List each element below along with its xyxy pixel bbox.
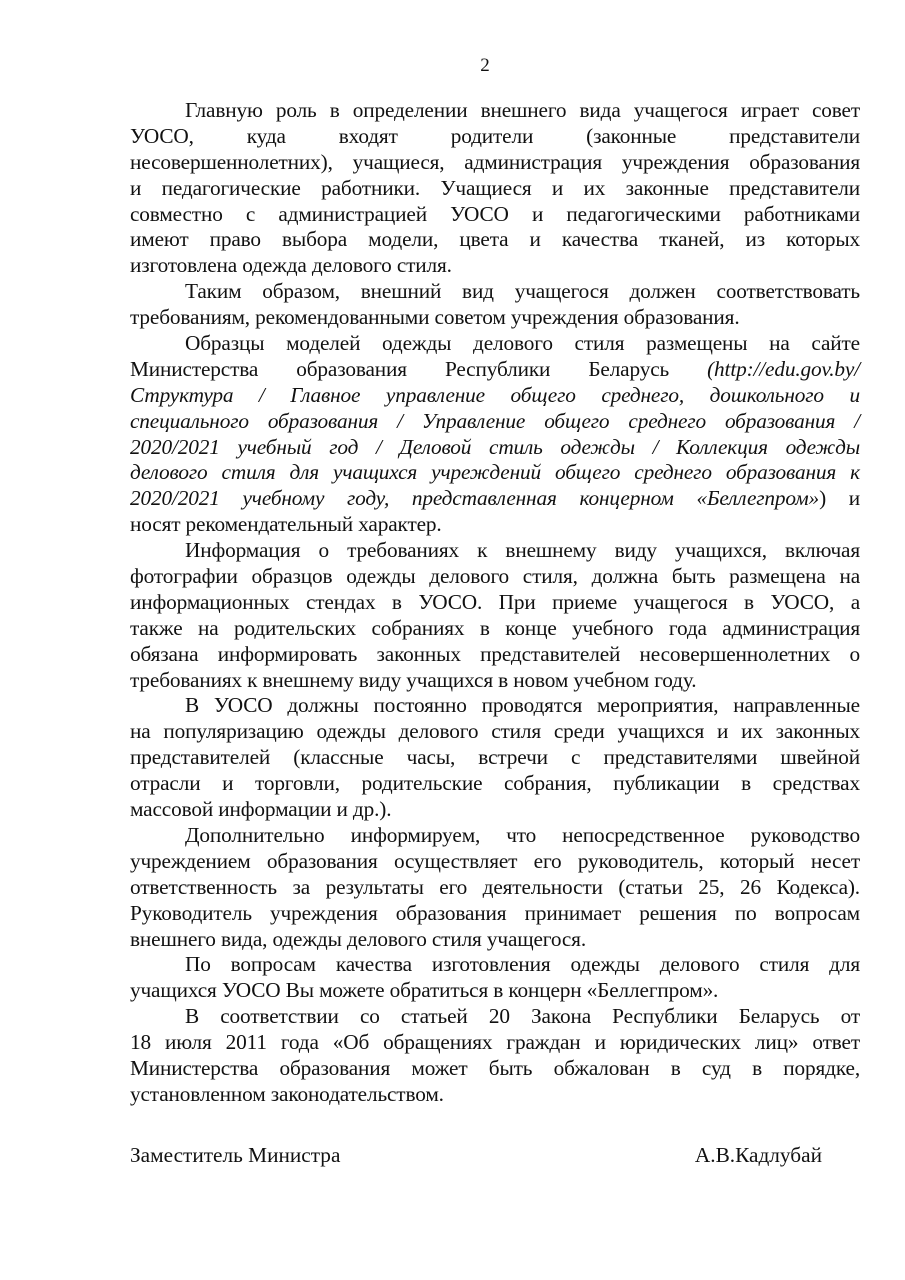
text-line: изготовлена одежда делового стиля.	[130, 253, 452, 278]
text-line: также на родительских собраниях в конце учебного года администрация	[130, 615, 860, 640]
paragraph-appeal	[130, 1004, 860, 1108]
paragraph-council	[130, 98, 860, 279]
text-line: Образцы моделей одежды делового стиля размещены на сайте	[185, 331, 860, 356]
letter-body	[130, 98, 860, 1108]
text-line: внешнего вида, одежды делового стиля учащегося.	[130, 926, 587, 951]
paragraph-samples	[130, 331, 860, 538]
signature-block	[130, 1143, 822, 1168]
website-path-line: делового стиля для учащихся учреждений общего среднего образования к	[130, 460, 860, 485]
text-line: учащихся УОСО Вы можете обратиться в концерн «Беллегпром».	[130, 978, 719, 1003]
text-line: Информация о требованиях к внешнему виду учащихся, включая	[185, 538, 860, 563]
text-line: По вопросам качества изготовления одежды делового стиля для	[185, 952, 860, 977]
website-path-line: специального образования / Управление общего среднего образования /	[130, 408, 860, 433]
text-line: Руководитель учреждения образования принимает решения по вопросам	[130, 900, 860, 925]
website-path-line: Структура / Главное управление общего среднего, дошкольного и	[130, 382, 860, 407]
text-line: учреждением образования осуществляет его руководитель, который несет	[130, 848, 860, 873]
text-line: массовой информации и др.).	[130, 797, 392, 822]
signatory-name: А.В.Кадлубай	[694, 1143, 822, 1167]
text-line: В УОСО должны постоянно проводятся мероприятия, направленные	[185, 693, 860, 718]
text-line: несовершеннолетних), учащиеся, администрация учреждения образования	[130, 149, 860, 174]
text-line: представителей (классные часы, встречи с представителями швейной	[130, 745, 860, 770]
text-line: совместно с администрацией УОСО и педагогическими работниками	[130, 201, 860, 226]
text-line: носят рекомендательный характер.	[130, 512, 442, 537]
paragraph-quality	[130, 952, 860, 1004]
page-number: 2	[480, 55, 490, 76]
text-line: отрасли и торговли, родительские собрания, публикации в средствах	[130, 771, 860, 796]
website-link[interactable]: (http://edu.gov.by/	[707, 356, 860, 381]
text-line	[130, 486, 860, 512]
text-segment: ) и	[819, 486, 860, 511]
text-line: и педагогические работники. Учащиеся и их законные представители	[130, 175, 860, 200]
paragraph-management	[130, 823, 860, 952]
text-line: информационных стендах в УОСО. При приеме учащегося в УОСО, а	[130, 589, 860, 614]
text-line: обязана информировать законных представителей несовершеннолетних о	[130, 641, 860, 666]
text-line: требованиях к внешнему виду учащихся в новом учебном году.	[130, 667, 697, 692]
text-line: Таким образом, внешний вид учащегося должен соответствовать	[185, 279, 860, 304]
text-line: Главную роль в определении внешнего вида учащегося играет совет	[185, 98, 860, 122]
text-line: Министерства образования может быть обжалован в суд в порядке,	[130, 1055, 860, 1080]
paragraph-events	[130, 693, 860, 822]
paragraph-requirements	[130, 279, 860, 331]
text-line	[130, 357, 860, 383]
text-line: установленном законодательством.	[130, 1081, 444, 1106]
website-path-segment: 2020/2021 учебному году, представленная концерном «Беллегпром»	[130, 486, 820, 511]
text-line: фотографии образцов одежды делового стиля, должна быть размещена на	[130, 564, 860, 589]
text-line: УОСО, куда входят родители (законные представители	[130, 123, 860, 148]
text-segment: Министерства образования Республики Беларусь	[130, 356, 708, 381]
text-line: требованиям, рекомендованными советом учреждения образования.	[130, 305, 740, 330]
signatory-position: Заместитель Министра	[130, 1143, 341, 1167]
text-line: на популяризацию одежды делового стиля среди учащихся и их законных	[130, 719, 860, 744]
paragraph-information	[130, 538, 860, 693]
text-line: имеют право выбора модели, цвета и качества тканей, из которых	[130, 227, 860, 252]
text-line: Дополнительно информируем, что непосредственное руководство	[185, 822, 860, 847]
text-line: В соответствии со статьей 20 Закона Республики Беларусь от	[185, 1004, 860, 1029]
text-line: ответственность за результаты его деятельности (статьи 25, 26 Кодекса).	[130, 874, 860, 899]
website-path-line: 2020/2021 учебный год / Деловой стиль одежды / Коллекция одежды	[130, 434, 860, 459]
text-line: 18 июля 2011 года «Об обращениях граждан и юридических лиц» ответ	[130, 1030, 860, 1055]
